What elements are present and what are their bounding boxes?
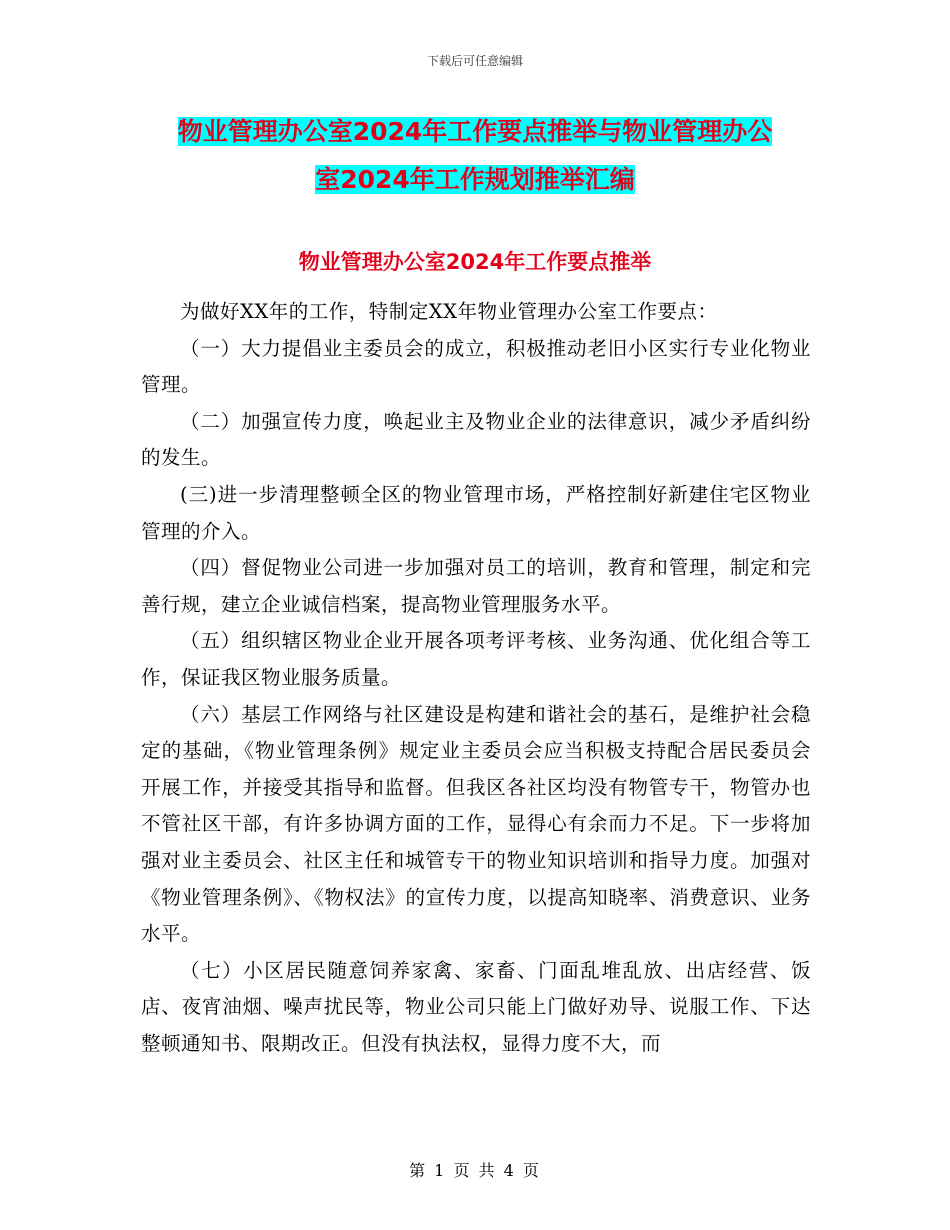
page-footer: 第 1 页 共 4 页 (409, 1161, 541, 1180)
paragraph-item-7: （七）小区居民随意饲养家禽、家畜、门面乱堆乱放、出店经营、饭店、夜宵油烟、噪声扰民等，物业公司只能上门做好劝导、说服工作、下达整顿通知书、限期改正。但没有执法权，显得力度不大，而 (141, 958, 811, 1055)
document-title-line-2: 室2024年工作规划推举汇编 (315, 165, 635, 194)
paragraph-item-1: （一）大力提倡业主委员会的成立，积极推动老旧小区实行专业化物业管理。 (141, 336, 811, 397)
page-header: 下载后可任意编辑 (426, 54, 523, 68)
paragraph-item-3: (三)进一步清理整顿全区的物业管理市场，严格控制好新建住宅区物业管理的介入。 (141, 482, 811, 543)
paragraph-item-2: （二）加强宣传力度，唤起业主及物业企业的法律意识，减少矛盾纠纷的发生。 (141, 409, 811, 470)
section-title: 物业管理办公室2024年工作要点推举 (298, 250, 652, 274)
paragraph-item-5: （五）组织辖区物业企业开展各项考评考核、业务沟通、优化组合等工作，保证我区物业服务质量。 (141, 629, 811, 689)
document-title (140, 108, 810, 204)
paragraph-item-4: （四）督促物业公司进一步加强对员工的培训，教育和管理，制定和完善行规，建立企业诚信档案，提高物业管理服务水平。 (141, 556, 811, 616)
paragraph-item-6: （六）基层工作网络与社区建设是构建和谐社会的基石，是维护社会稳定的基础，《物业管理条例》规定业主委员会应当积极支持配合居民委员会开展工作，并接受其指导和监督。但我区各社区均没有物管专干，物管办也不管社区干部，有许多协调方面的工作，显得心有余而力不足。下一步将加强对业主委员会、社区主任和城管专干的物业知识培训和指导力度。加强对《物业管理条例》、《物权法》的宣传力度，以提高知晓率、消费意识、业务水平。 (141, 702, 811, 946)
body-text (141, 294, 811, 1062)
paragraph-intro: 为做好XX年的工作，特制定XX年物业管理办公室工作要点： (180, 300, 718, 323)
document-title-line-1: 物业管理办公室2024年工作要点推举与物业管理办公 (177, 117, 773, 146)
